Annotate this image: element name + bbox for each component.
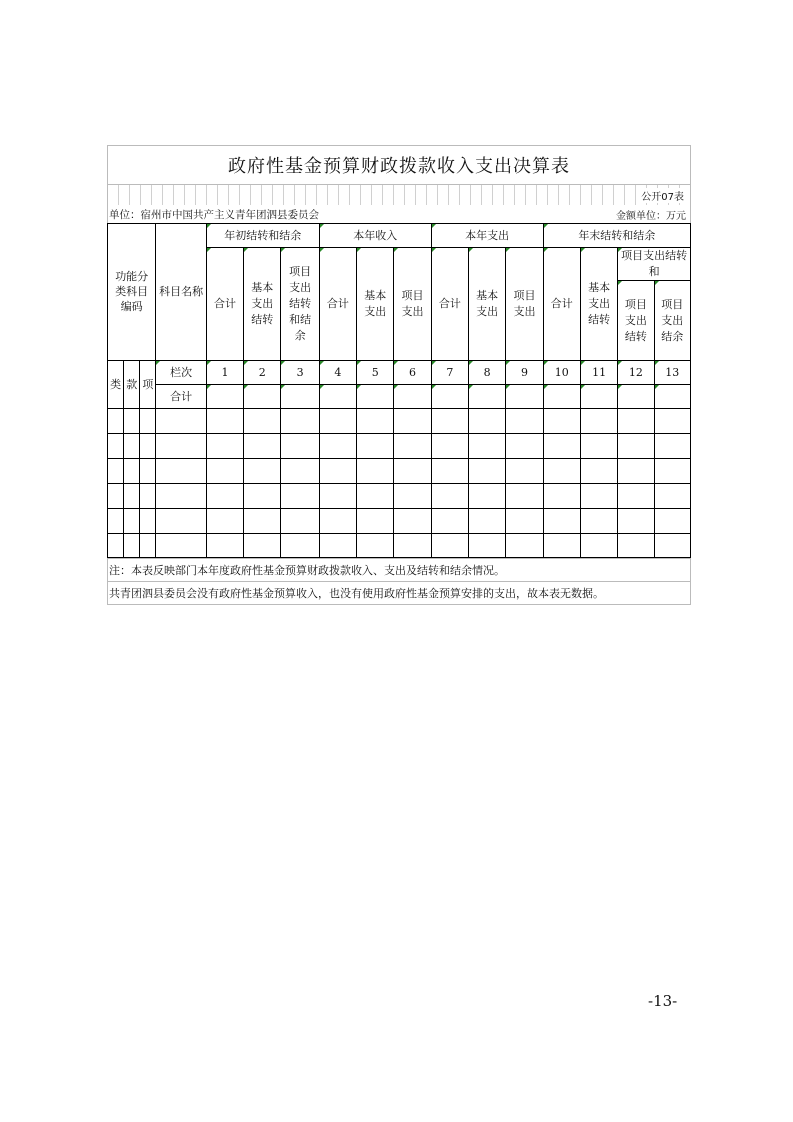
- total-cell: [618, 385, 654, 409]
- table-row: [108, 434, 691, 459]
- col-no-11: 11: [580, 361, 617, 385]
- income-project-header: 项目支出: [394, 248, 431, 361]
- total-cell: [506, 385, 543, 409]
- col-no-5: 5: [357, 361, 394, 385]
- col-no-13: 13: [654, 361, 690, 385]
- class-header: 类: [108, 361, 124, 409]
- table-row: [108, 534, 691, 558]
- report-sheet: [107, 145, 691, 605]
- blank-grid-strip: [107, 184, 691, 205]
- total-cell: [654, 385, 690, 409]
- table-row: [108, 409, 691, 434]
- income-header: 本年收入: [319, 224, 431, 248]
- budget-table: [107, 223, 691, 558]
- total-cell: [469, 385, 506, 409]
- opening-balance-header: 年初结转和结余: [206, 224, 319, 248]
- income-total-header: 合计: [319, 248, 356, 361]
- total-cell: [281, 385, 319, 409]
- column-no-label: 栏次: [156, 361, 206, 385]
- unit-row: [107, 205, 691, 223]
- table-note: 注：本表反映部门本年度政府性基金预算财政拨款收入、支出及结转和结余情况。: [107, 558, 691, 582]
- page-number: -13-: [648, 992, 678, 1010]
- func-class-code-header: 功能分类科目编码: [108, 224, 156, 361]
- total-row-label: 合计: [156, 385, 206, 409]
- total-cell: [206, 385, 243, 409]
- expense-total-header: 合计: [431, 248, 468, 361]
- col-no-6: 6: [394, 361, 431, 385]
- table-row: [108, 484, 691, 509]
- col-no-3: 3: [281, 361, 319, 385]
- income-basic-header: 基本支出: [357, 248, 394, 361]
- total-cell: [543, 385, 580, 409]
- subject-name-header: 科目名称: [156, 224, 206, 361]
- total-cell: [319, 385, 356, 409]
- table-row: [108, 459, 691, 484]
- expense-basic-header: 基本支出: [469, 248, 506, 361]
- report-title: 政府性基金预算财政拨款收入支出决算表: [107, 145, 691, 184]
- col-no-2: 2: [244, 361, 281, 385]
- opening-total-header: 合计: [206, 248, 243, 361]
- closing-total-header: 合计: [543, 248, 580, 361]
- col-no-8: 8: [469, 361, 506, 385]
- closing-project-carry-header: 项目支出结转: [618, 281, 654, 361]
- no-data-note: 共青团泗县委员会没有政府性基金预算收入，也没有使用政府性基金预算安排的支出，故本表无数据。: [107, 582, 691, 605]
- col-no-9: 9: [506, 361, 543, 385]
- expense-header: 本年支出: [431, 224, 543, 248]
- table-row: [108, 509, 691, 534]
- opening-basic-header: 基本支出结转: [244, 248, 281, 361]
- col-no-10: 10: [543, 361, 580, 385]
- expense-project-header: 项目支出: [506, 248, 543, 361]
- amount-unit: 金额单位：万元: [616, 210, 686, 222]
- closing-project-group-header: 项目支出结转和: [618, 248, 691, 281]
- form-code: 公开07表: [639, 188, 686, 203]
- col-no-12: 12: [618, 361, 654, 385]
- total-cell: [431, 385, 468, 409]
- col-no-4: 4: [319, 361, 356, 385]
- total-cell: [357, 385, 394, 409]
- opening-project-header: 项目支出结转和结余: [281, 248, 319, 361]
- closing-project-surplus-header: 项目支出结余: [654, 281, 690, 361]
- col-no-1: 1: [206, 361, 243, 385]
- closing-balance-header: 年末结转和结余: [543, 224, 690, 248]
- section-header: 款: [124, 361, 140, 409]
- total-cell: [580, 385, 617, 409]
- item-header: 项: [140, 361, 156, 409]
- unit-label: 单位：宿州市中国共产主义青年团泗县委员会: [109, 208, 319, 221]
- total-cell: [244, 385, 281, 409]
- total-cell: [394, 385, 431, 409]
- col-no-7: 7: [431, 361, 468, 385]
- closing-basic-header: 基本支出结转: [580, 248, 617, 361]
